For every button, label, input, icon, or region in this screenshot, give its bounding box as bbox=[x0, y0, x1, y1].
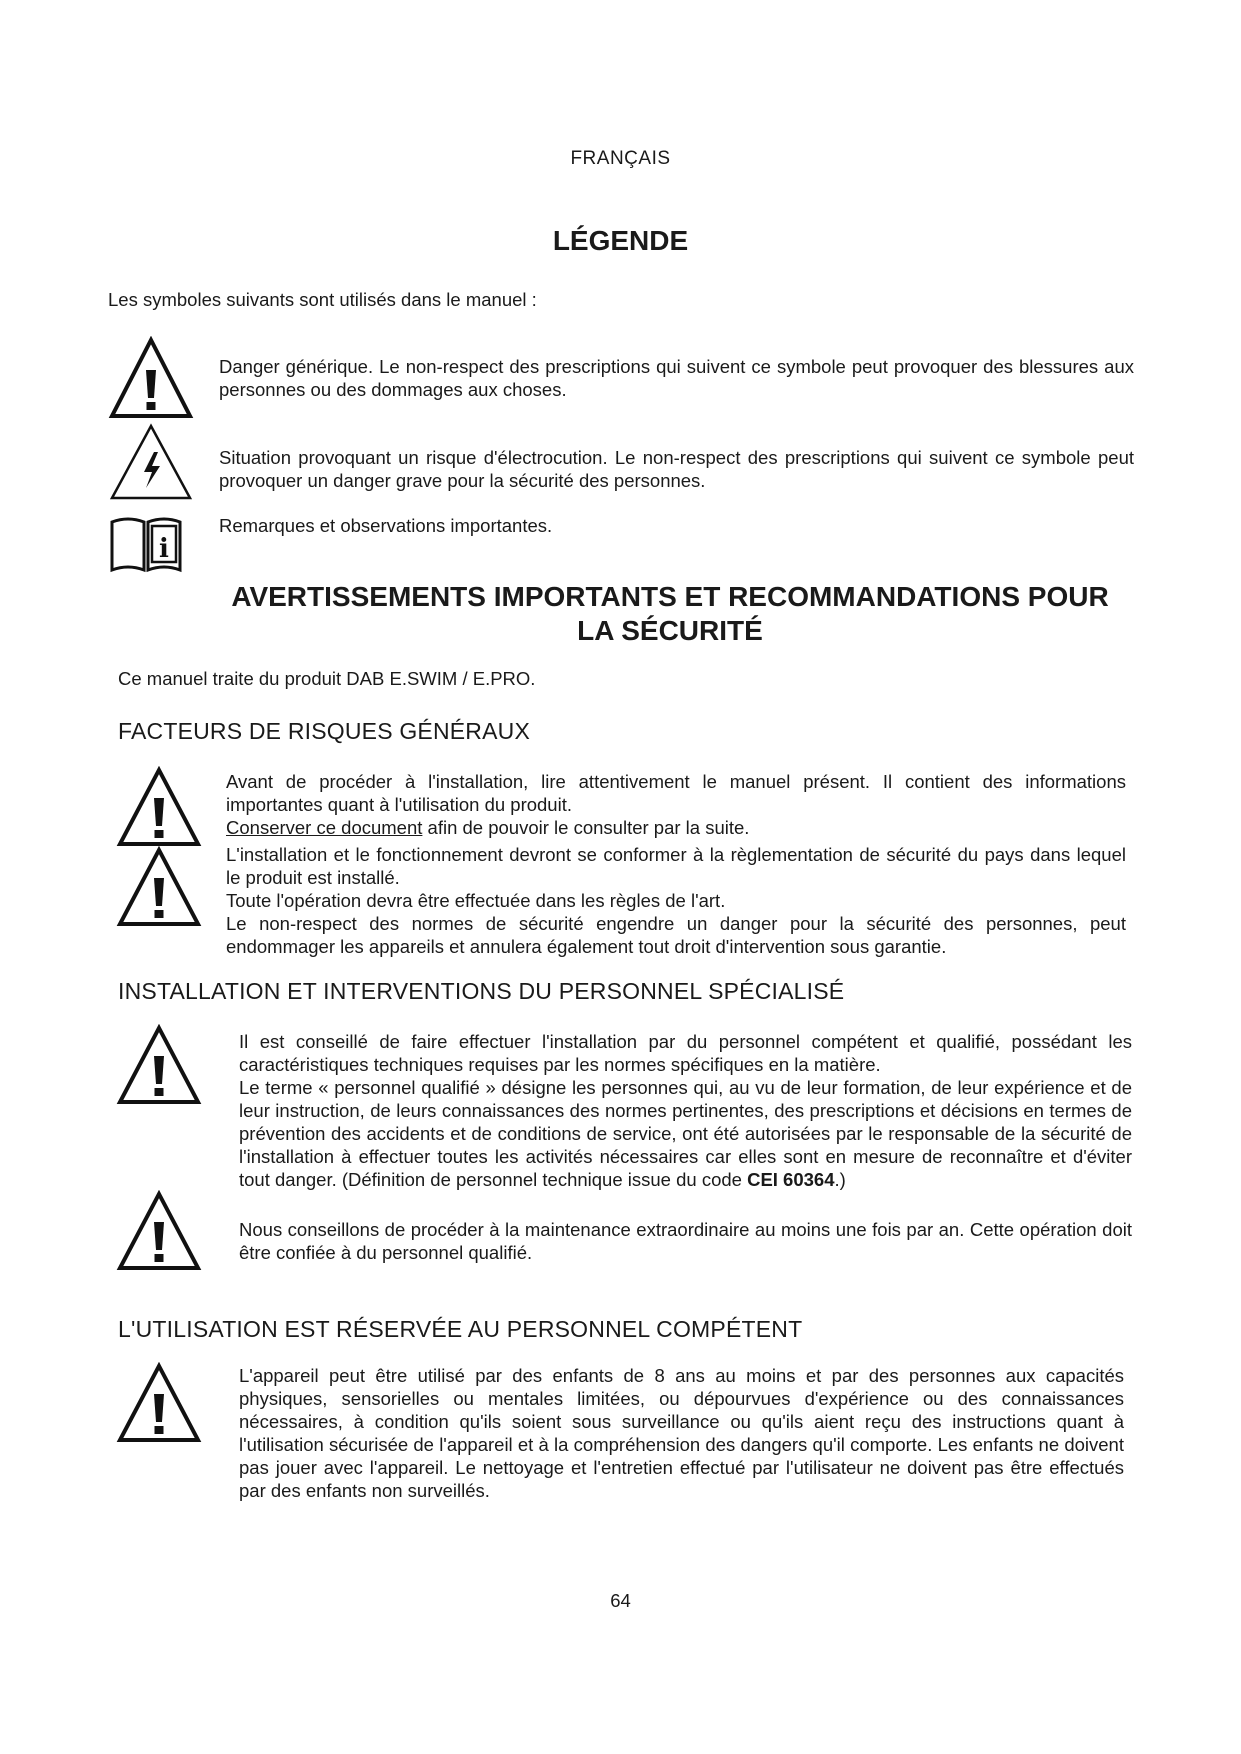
warning-triangle-icon bbox=[116, 1362, 202, 1444]
risk-p2 bbox=[226, 816, 1126, 839]
legend-title: LÉGENDE bbox=[552, 225, 689, 256]
warning-triangle-icon bbox=[116, 1190, 202, 1272]
warning-triangle-icon bbox=[116, 766, 202, 848]
svg-text:i: i bbox=[159, 534, 169, 564]
legend-intro: Les symboles suivants sont utilisés dans le manuel : bbox=[108, 289, 537, 310]
cei-code: CEI 60364 bbox=[747, 1169, 835, 1190]
warning-triangle-icon bbox=[108, 336, 194, 420]
warning-triangle-icon bbox=[116, 846, 202, 928]
risk-p5: Le non-respect des normes de sécurité engendre un danger pour la sécurité des personnes, peut endommager les appareils et annulera également tout droit d'intervention sous garantie. bbox=[226, 913, 1126, 957]
installation-p2 bbox=[239, 1076, 1132, 1191]
installation-p1: Il est conseillé de faire effectuer l'installation par du personnel compétent et qualifié, possédant les caractéristiques techniques requises par les normes spécifiques en la matière. bbox=[239, 1031, 1132, 1075]
safety-title bbox=[180, 580, 1160, 648]
safety-title-line2: LA SÉCURITÉ bbox=[577, 615, 763, 646]
risk-p2-rest: afin de pouvoir le consulter par la suite. bbox=[422, 817, 750, 838]
product-line: Ce manuel traite du produit DAB E.SWIM / E.PRO. bbox=[118, 668, 536, 689]
installation-p2-end: .) bbox=[834, 1169, 846, 1190]
installation-p3: Nous conseillons de procéder à la maintenance extraordinaire au moins une fois par an. Cette opération doit être confiée à du personnel qualifié. bbox=[239, 1219, 1132, 1263]
legend-item-notes: Remarques et observations importantes. bbox=[219, 515, 553, 536]
risk-factors-heading: FACTEURS DE RISQUES GÉNÉRAUX bbox=[118, 718, 531, 744]
legend-item-electrical: Situation provoquant un risque d'électrocution. Le non-respect des prescriptions qui suivent ce symbole peut provoquer un danger grave pour la sécurité des personnes. bbox=[219, 447, 1134, 491]
legend-item-generic-danger: Danger générique. Le non-respect des prescriptions qui suivent ce symbole peut provoquer des blessures aux personnes ou des dommages aux choses. bbox=[219, 356, 1134, 400]
usage-heading: L'UTILISATION EST RÉSERVÉE AU PERSONNEL COMPÉTENT bbox=[118, 1316, 803, 1342]
language-label: FRANÇAIS bbox=[570, 148, 671, 169]
manual-info-icon bbox=[108, 512, 184, 574]
page-number: 64 bbox=[610, 1590, 631, 1611]
installation-p2-text: Le terme « personnel qualifié » désigne les personnes qui, au vu de leur formation, de leur expérience et de leur instruction, de leurs connaissances des normes pertinentes, des prescriptions et décisions en termes de prévention des accidents et de conditions de service, ont été autorisées par le responsable de la sécurité de l'installation à effectuer toutes les activités nécessaires car elles sont en mesure de reconnaître et d'éviter tout danger. (Définition de personnel technique issue du code bbox=[239, 1077, 1132, 1190]
warning-triangle-icon bbox=[116, 1024, 202, 1106]
installation-heading: INSTALLATION ET INTERVENTIONS DU PERSONNEL SPÉCIALISÉ bbox=[118, 978, 845, 1004]
risk-p3: L'installation et le fonctionnement devront se conformer à la règlementation de sécurité du pays dans lequel le produit est installé. bbox=[226, 844, 1126, 888]
risk-factors-text bbox=[226, 770, 1126, 958]
usage-text: L'appareil peut être utilisé par des enfants de 8 ans au moins et par des personnes aux capacités physiques, sensorielles ou mentales limitées, ou dépourvues d'expérience ou des connaissances nécessaires, à condition qu'ils soient sous surveillance ou qu'ils aient reçu des instructions quant à l'utilisation sécurisée de l'appareil et à la compréhension des dangers qu'il comporte. Les enfants ne doivent pas jouer avec l'appareil. Le nettoyage et l'entretien effectué par l'utilisateur ne doivent pas être effectués par des enfants non surveillés. bbox=[239, 1365, 1124, 1501]
electrical-hazard-icon bbox=[108, 422, 194, 502]
installation-text bbox=[239, 1030, 1132, 1191]
keep-document-emphasis: Conserver ce document bbox=[226, 817, 423, 838]
risk-p4: Toute l'opération devra être effectuée dans les règles de l'art. bbox=[226, 890, 726, 911]
safety-title-line1: AVERTISSEMENTS IMPORTANTS ET RECOMMANDATIONS POUR bbox=[231, 581, 1109, 612]
risk-p1: Avant de procéder à l'installation, lire attentivement le manuel présent. Il contient des informations importantes quant à l'utilisation du produit. bbox=[226, 771, 1126, 815]
